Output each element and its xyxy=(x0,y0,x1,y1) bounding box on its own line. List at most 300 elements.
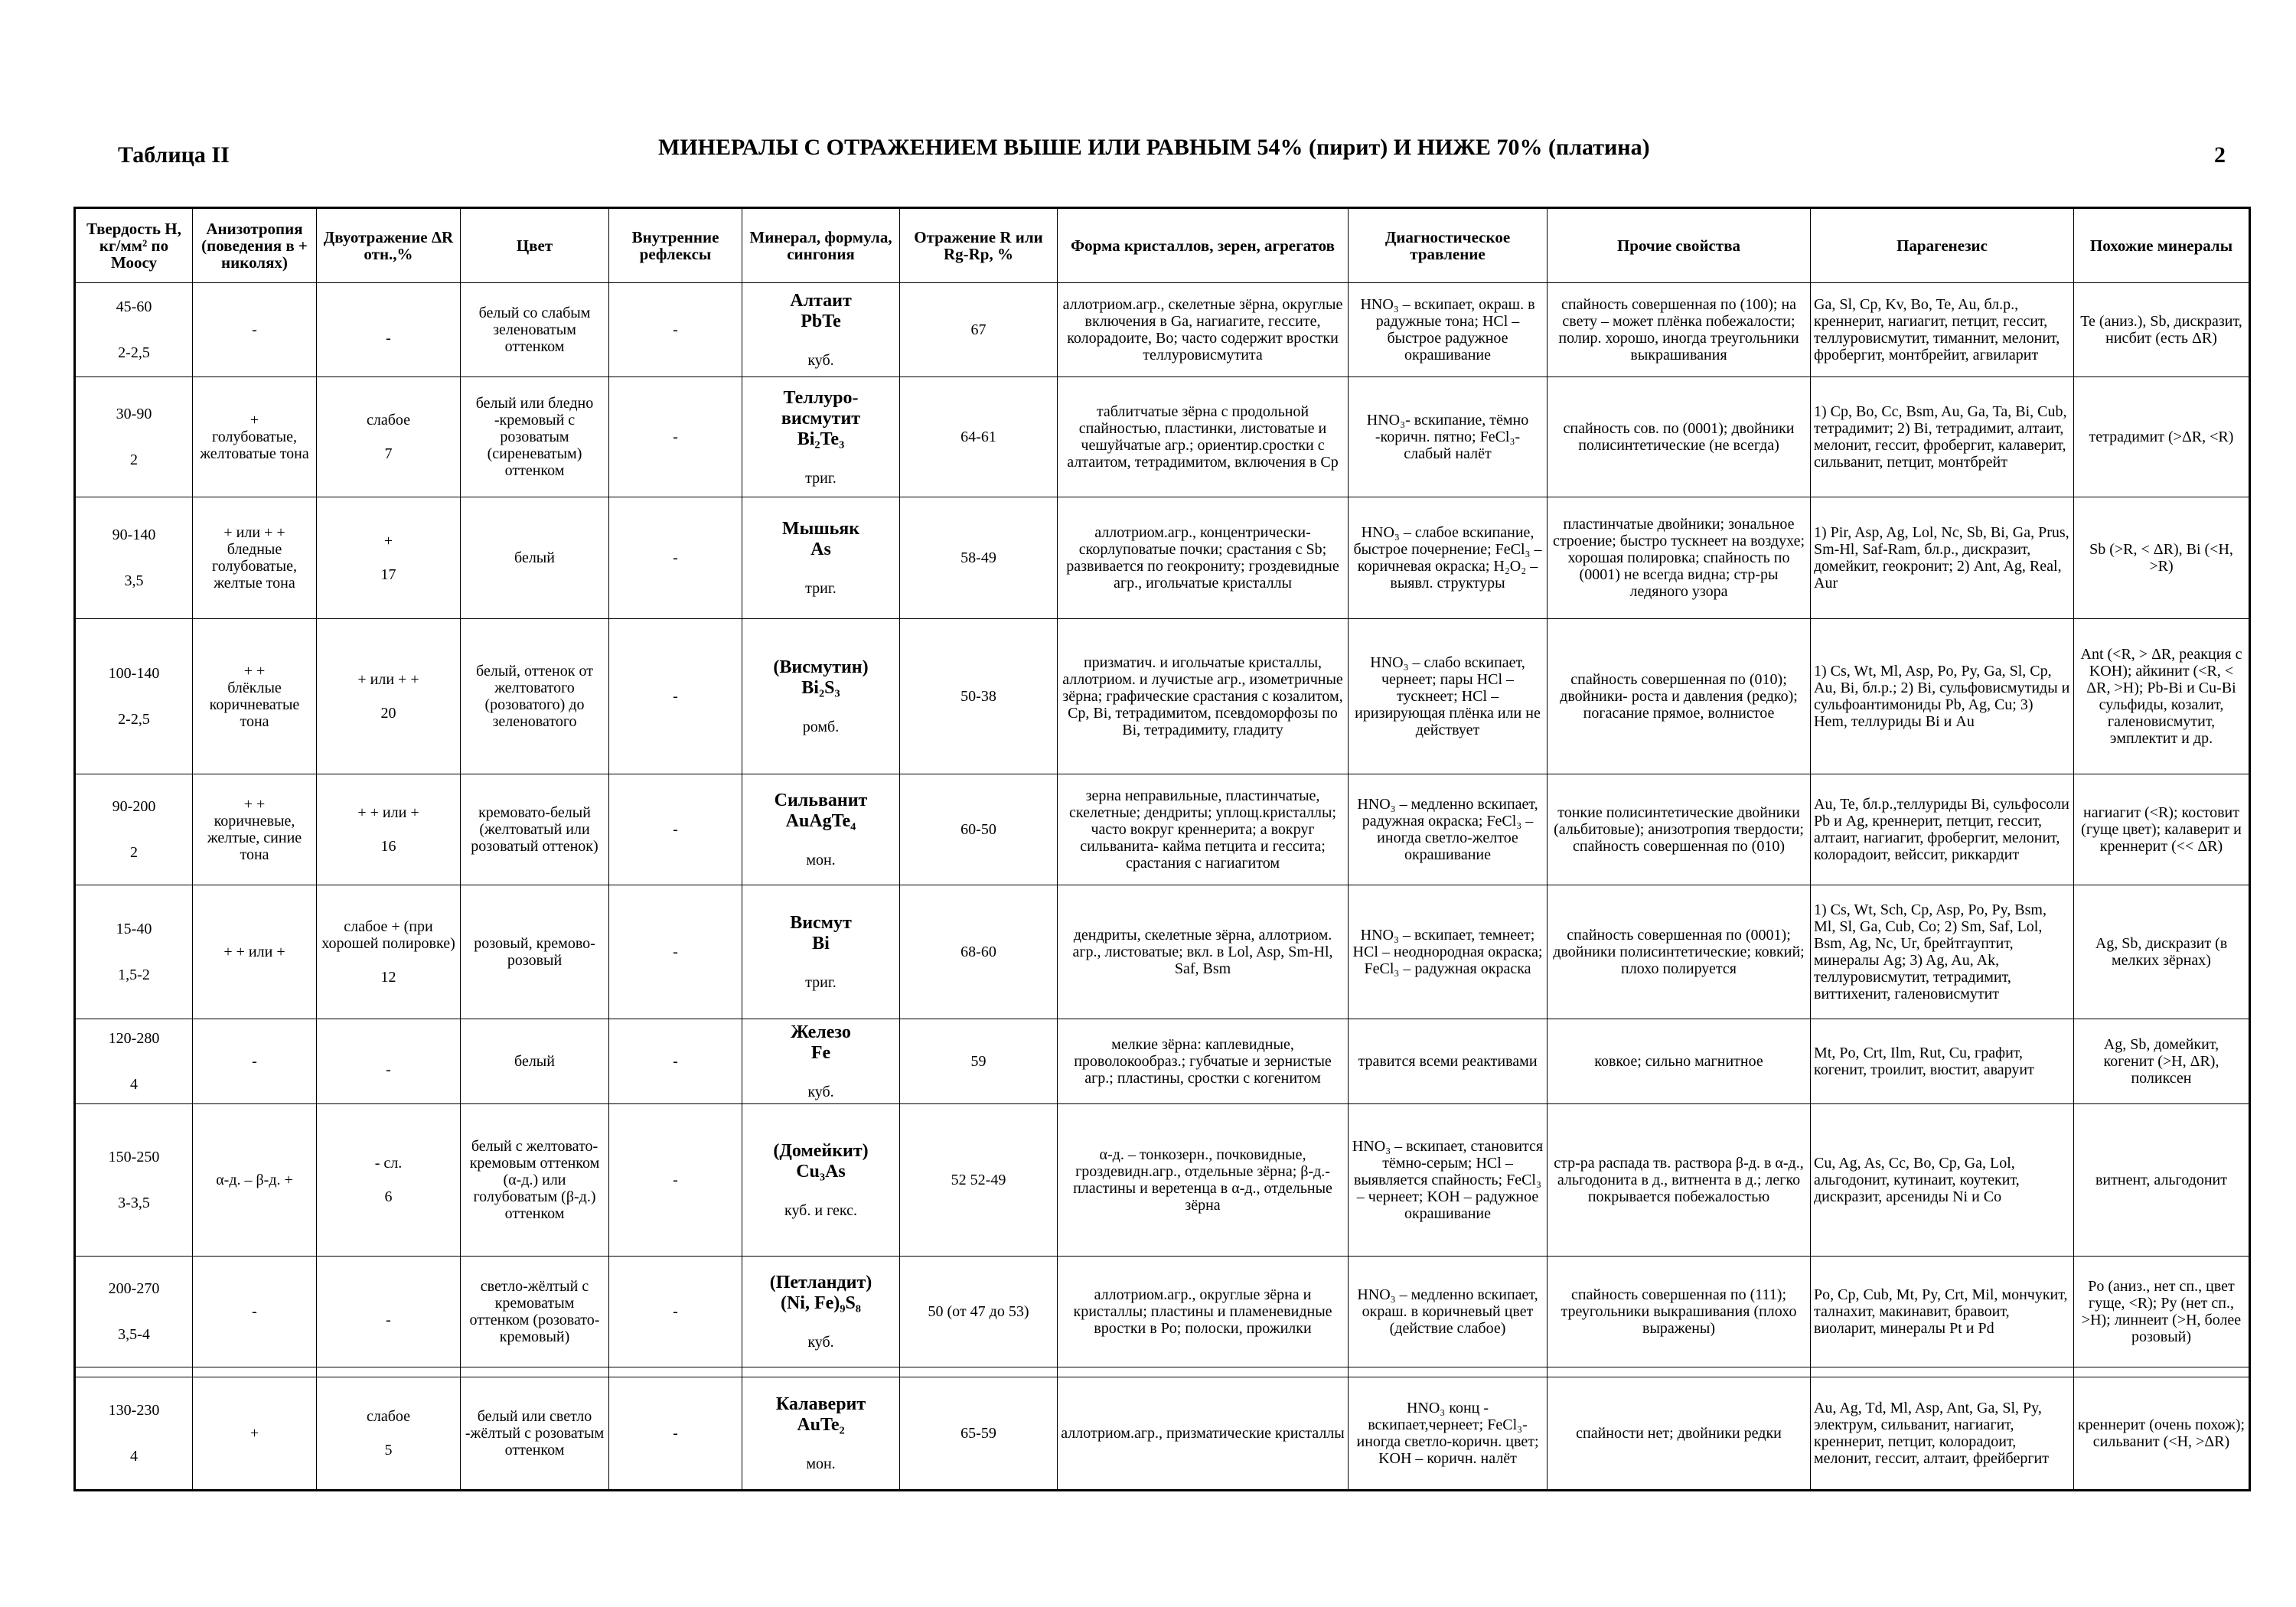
reflection-cell xyxy=(900,283,1058,377)
etching-cell xyxy=(1349,1104,1548,1257)
mineral-cell xyxy=(742,1019,900,1104)
reflection-cell xyxy=(900,1257,1058,1367)
paragenesis-cell xyxy=(1811,1257,2074,1367)
crystal-form-cell xyxy=(1058,774,1349,885)
birefringence-cell xyxy=(317,1019,461,1104)
anisotropy-sign: + + xyxy=(243,663,266,680)
similar-minerals-text: витнент, альгодонит xyxy=(2095,1172,2227,1188)
hardness-value: 45-60 xyxy=(116,298,152,315)
hardness-value: 150-250 xyxy=(108,1149,160,1165)
color-cell xyxy=(461,377,609,497)
internal-reflexes-cell xyxy=(609,283,742,377)
anisotropy-note: коричневые, желтые, синие тона xyxy=(207,813,302,863)
crystal-form-cell xyxy=(1058,1104,1349,1257)
anisotropy-sign: + или + + xyxy=(223,524,285,541)
anisotropy-sign: + xyxy=(249,412,259,429)
paragenesis-cell xyxy=(1811,1019,2074,1104)
crystal-form-cell xyxy=(1058,1377,1349,1491)
mineral-cell xyxy=(742,1377,900,1491)
crystal-form-cell xyxy=(1058,1019,1349,1104)
other-properties-text: пластинчатые двойники; зональное строение; быстро тускнеет на воздухе; хорошая полировка; спайность по (0001) не всегда видна; стр-ры ледяного узора xyxy=(1552,516,1805,600)
separator-cell xyxy=(1548,1367,1811,1377)
similar-minerals-text: нагиагит (<R); костовит (гуще цвет); калаверит и креннерит (<< ΔR) xyxy=(2081,804,2242,855)
color-text: белый, оттенок от желтоватого (розоватого) до зеленоватого xyxy=(476,663,593,730)
other-properties-text: спайности нет; двойники редки xyxy=(1576,1425,1782,1442)
mineral-name: Теллуро-висмутит xyxy=(781,387,861,429)
anisotropy-cell xyxy=(193,774,317,885)
hardness-cell xyxy=(75,283,193,377)
mineral-name: Сильванит xyxy=(774,790,868,810)
table-row xyxy=(75,619,2250,774)
paragenesis-text: Mt, Po, Crt, Ilm, Rut, Cu, графит, когенит, троилит, вюстит, аваруит xyxy=(1814,1045,2034,1078)
reflection-value: 65-59 xyxy=(960,1425,996,1442)
color-cell xyxy=(461,885,609,1019)
mineral-cell xyxy=(742,619,900,774)
similar-minerals-text: Sb (>R, < ΔR), Bi (<H, >R) xyxy=(2089,541,2233,575)
minerals-table xyxy=(73,207,2251,1491)
internal-reflexes-cell xyxy=(609,1104,742,1257)
table-label: Таблица II xyxy=(118,142,230,168)
anisotropy-cell xyxy=(193,1257,317,1367)
other-properties-cell xyxy=(1548,1377,1811,1491)
other-properties-cell xyxy=(1548,283,1811,377)
crystal-form-text: аллотриом.агр., концентрически-скорлуповатые почки; срастания с Sb; развивается по геокрониту; гроздевидные агр., игольчатые кристаллы xyxy=(1066,524,1339,592)
mineral-name: Железо xyxy=(791,1022,851,1042)
internal-reflexes-text: - xyxy=(673,688,678,705)
paragenesis-text: Au, Te, бл.р.,теллуриды Bi, сульфосоли Pb и Ag, креннерит, петцит, гессит, алтаит, нагиагит, фробергит, мелонит, колорадоит, вейссит, риккардит xyxy=(1814,796,2069,863)
etching-text: HNO₃ – медленно вскипает, окраш. в коричневый цвет (действие слабое) xyxy=(1357,1286,1538,1337)
mineral-name: Висмут xyxy=(790,913,852,933)
color-text: светло-жёлтый с кремоватым оттенком (розовато-кремовый) xyxy=(469,1278,600,1345)
mineral-syngony: триг. xyxy=(805,974,837,991)
paragenesis-text: 1) Cs, Wt, Ml, Asp, Po, Py, Ga, Sl, Cp, Au, Bi, бл.р.; 2) Bi, сульфовисмутиды и сульфоантимониды Pb, Ag, Cu; 3) Hem, теллуриды Bi и Au xyxy=(1814,663,2070,730)
internal-reflexes-cell xyxy=(609,377,742,497)
similar-minerals-cell xyxy=(2074,1104,2250,1257)
color-cell xyxy=(461,1257,609,1367)
etching-text: HNO₃ – слабо вскипает, чернеет; пары HCl – тускнеет; HCl – иризирующая плёнка или не действует xyxy=(1355,654,1541,738)
crystal-form-cell xyxy=(1058,1257,1349,1367)
paragenesis-cell xyxy=(1811,774,2074,885)
birefringence-note: слабое + (при хорошей полировке) xyxy=(321,918,455,952)
hardness-value: 200-270 xyxy=(108,1280,160,1297)
mineral-syngony: куб. xyxy=(807,352,834,369)
similar-minerals-cell xyxy=(2074,1019,2250,1104)
birefringence-cell xyxy=(317,619,461,774)
hardness-value: 90-200 xyxy=(112,798,156,815)
separator-row xyxy=(75,1367,2250,1377)
separator-cell xyxy=(1058,1367,1349,1377)
color-cell xyxy=(461,1104,609,1257)
similar-minerals-text: тетрадимит (>ΔR, <R) xyxy=(2089,429,2234,445)
paragenesis-text: Ga, Sl, Cp, Kv, Bo, Te, Au, бл.р., креннерит, нагиагит, петцит, гессит, теллуровисмутит, тиманнит, мелонит, фробергит, монтбрейит, агвиларит xyxy=(1814,296,2060,363)
crystal-form-cell xyxy=(1058,377,1349,497)
birefringence-cell xyxy=(317,283,461,377)
mineral-syngony: мон. xyxy=(806,1455,836,1472)
anisotropy-cell xyxy=(193,1377,317,1491)
color-text: белый xyxy=(514,549,555,566)
anisotropy-note: блёклые коричневатые тона xyxy=(209,680,300,730)
hardness-cell xyxy=(75,774,193,885)
table-row xyxy=(75,1104,2250,1257)
reflection-value: 64-61 xyxy=(960,429,996,445)
mineral-formula: PbTe xyxy=(801,311,841,331)
col-header: Цвет xyxy=(461,208,609,283)
reflection-cell xyxy=(900,885,1058,1019)
mineral-cell xyxy=(742,1104,900,1257)
crystal-form-text: призматич. и игольчатые кристаллы, аллотриом. и лучистые агр., изометричные зёрна; графические срастания с козалитом, Cp, Bi, тетрадимитом, псевдоморфозы по Bi, тетрадимиту, гладиту xyxy=(1062,654,1343,738)
anisotropy-sign: - xyxy=(252,321,257,338)
internal-reflexes-text: - xyxy=(673,1172,678,1188)
internal-reflexes-cell xyxy=(609,774,742,885)
color-text: белый с желтовато-кремовым оттенком (α-д.) или голубоватым (β-д.) оттенком xyxy=(469,1138,600,1222)
separator-cell xyxy=(461,1367,609,1377)
col-header: Минерал, формула, сингония xyxy=(742,208,900,283)
anisotropy-note: голубоватые, желтоватые тона xyxy=(200,429,309,462)
similar-minerals-cell xyxy=(2074,377,2250,497)
paragenesis-cell xyxy=(1811,377,2074,497)
color-text: розовый, кремово-розовый xyxy=(474,935,595,969)
internal-reflexes-text: - xyxy=(673,1053,678,1070)
col-header: Анизотропия (поведения в + николях) xyxy=(193,208,317,283)
anisotropy-sign: α-д. – β-д. + xyxy=(216,1172,293,1188)
paragenesis-text: Po, Cp, Cub, Mt, Py, Crt, Mil, мончукит, талнахит, макинавит, бравоит, виоларит, минералы Pt и Pd xyxy=(1814,1286,2068,1337)
similar-minerals-cell xyxy=(2074,1377,2250,1491)
hardness-value: 15-40 xyxy=(116,921,152,937)
birefringence-note: слабое xyxy=(366,1408,411,1425)
anisotropy-cell xyxy=(193,497,317,619)
color-text: белый или светло -жёлтый с розоватым оттенком xyxy=(465,1408,605,1459)
hardness-value: 90-140 xyxy=(112,526,156,543)
internal-reflexes-cell xyxy=(609,1257,742,1367)
mineral-name: Мышьяк xyxy=(781,519,860,539)
similar-minerals-cell xyxy=(2074,774,2250,885)
table-row xyxy=(75,774,2250,885)
birefringence-cell xyxy=(317,1104,461,1257)
mineral-syngony: триг. xyxy=(805,580,837,597)
table-row xyxy=(75,1377,2250,1491)
color-cell xyxy=(461,619,609,774)
birefringence-note: слабое xyxy=(366,412,411,429)
mineral-name: Алтаит xyxy=(790,291,852,311)
hardness-cell xyxy=(75,1104,193,1257)
mineral-formula: Fe xyxy=(810,1043,831,1063)
other-properties-cell xyxy=(1548,619,1811,774)
reflection-value: 58-49 xyxy=(960,549,996,566)
separator-cell xyxy=(193,1367,317,1377)
birefringence-value: - xyxy=(386,330,391,347)
page-number: 2 xyxy=(2214,142,2226,168)
paragenesis-text: 1) Pir, Asp, Ag, Lol, Nc, Sb, Bi, Ga, Prus, Sm-Hl, Saf-Ram, бл.р., дискразит, домейкит, геокронит; 2) Ant, Ag, Real, Aur xyxy=(1814,524,2069,592)
birefringence-note: + или + + xyxy=(357,671,419,688)
other-properties-cell xyxy=(1548,1104,1811,1257)
mineral-name: (Домейкит) xyxy=(773,1141,869,1161)
anisotropy-sign: + + или + xyxy=(223,944,285,960)
anisotropy-cell xyxy=(193,377,317,497)
birefringence-value: - xyxy=(386,1312,391,1328)
reflection-cell xyxy=(900,497,1058,619)
mineral-cell xyxy=(742,885,900,1019)
hardness-value: 100-140 xyxy=(108,665,160,682)
mineral-name: Калаверит xyxy=(775,1394,866,1414)
anisotropy-cell xyxy=(193,283,317,377)
other-properties-text: тонкие полисинтетические двойники (альбитовые); анизотропия твердости; спайность совершенная по (010) xyxy=(1554,804,1804,855)
etching-cell xyxy=(1349,1377,1548,1491)
color-cell xyxy=(461,283,609,377)
anisotropy-cell xyxy=(193,619,317,774)
col-header: Парагенезис xyxy=(1811,208,2074,283)
reflection-cell xyxy=(900,774,1058,885)
birefringence-value: 6 xyxy=(384,1188,393,1205)
separator-cell xyxy=(742,1367,900,1377)
mohs-value: 4 xyxy=(130,1448,138,1465)
mineral-cell xyxy=(742,497,900,619)
table-row xyxy=(75,1257,2250,1367)
reflection-value: 68-60 xyxy=(960,944,996,960)
reflection-cell xyxy=(900,1377,1058,1491)
etching-cell xyxy=(1349,1257,1548,1367)
mineral-cell xyxy=(742,774,900,885)
crystal-form-cell xyxy=(1058,885,1349,1019)
col-header: Диагностическое травление xyxy=(1349,208,1548,283)
similar-minerals-text: Ag, Sb, дискразит (в мелких зёрнах) xyxy=(2095,935,2228,969)
birefringence-value: 16 xyxy=(380,838,396,855)
internal-reflexes-text: - xyxy=(673,821,678,838)
reflection-value: 50-38 xyxy=(960,688,996,705)
mohs-value: 3,5 xyxy=(124,572,144,589)
internal-reflexes-text: - xyxy=(673,944,678,960)
mineral-formula: AuAgTe₄ xyxy=(785,811,856,831)
birefringence-value: - xyxy=(386,1061,391,1078)
internal-reflexes-text: - xyxy=(673,549,678,566)
internal-reflexes-cell xyxy=(609,497,742,619)
hardness-cell xyxy=(75,1377,193,1491)
other-properties-cell xyxy=(1548,885,1811,1019)
table-row xyxy=(75,885,2250,1019)
anisotropy-cell xyxy=(193,1104,317,1257)
similar-minerals-text: Te (аниз.), Sb, дискразит, нисбит (есть ΔR) xyxy=(2080,313,2242,347)
paragenesis-cell xyxy=(1811,1377,2074,1491)
anisotropy-cell xyxy=(193,1019,317,1104)
col-header: Двуотражение ΔR отн.,% xyxy=(317,208,461,283)
paragenesis-cell xyxy=(1811,283,2074,377)
paragenesis-text: 1) Cs, Wt, Sch, Cp, Asp, Po, Py, Bsm, Ml, Sl, Ga, Cub, Co; 2) Sm, Saf, Lol, Bsm, Ag, Nc, Ur, брейтгауптит, минералы Ag; 3) Ag, Au, Ak, теллуровисмутит, тетрадимит, виттихенит, галеновисмутит xyxy=(1814,901,2047,1002)
crystal-form-text: аллотриом.агр., призматические кристаллы xyxy=(1061,1425,1345,1442)
paragenesis-cell xyxy=(1811,497,2074,619)
separator-cell xyxy=(1811,1367,2074,1377)
mineral-syngony: триг. xyxy=(805,469,837,487)
hardness-cell xyxy=(75,619,193,774)
reflection-value: 60-50 xyxy=(960,821,996,838)
anisotropy-note: бледные голубоватые, желтые тона xyxy=(212,541,297,592)
etching-text: HNO₃ – вскипает, темнеет; HCl – неоднородная окраска; FeCl₃ – радужная окраска xyxy=(1352,927,1543,977)
reflection-value: 52 52-49 xyxy=(951,1172,1006,1188)
mineral-formula: (Ni, Fe)₉S₈ xyxy=(780,1293,862,1313)
birefringence-value: 5 xyxy=(384,1442,393,1459)
mohs-value: 3,5-4 xyxy=(118,1326,150,1343)
birefringence-note: + + или + xyxy=(357,804,419,821)
mineral-formula: Cu₃As xyxy=(796,1162,846,1182)
hardness-cell xyxy=(75,1019,193,1104)
etching-cell xyxy=(1349,774,1548,885)
reflection-cell xyxy=(900,1104,1058,1257)
color-text: кремовато-белый (желтоватый или розоватый оттенок) xyxy=(471,804,598,855)
col-header: Твердость H, кг/мм² по Моосу xyxy=(75,208,193,283)
etching-text: HNO₃ – слабое вскипание, быстрое почернение; FeCl₃ – коричневая окраска; H₂O₂ – выявл. структуры xyxy=(1353,524,1542,592)
table-body xyxy=(75,283,2250,1491)
similar-minerals-cell xyxy=(2074,619,2250,774)
reflection-cell xyxy=(900,619,1058,774)
mineral-cell xyxy=(742,1257,900,1367)
etching-text: HNO₃ – медленно вскипает, радужная окраска; FeCl₃ – иногда светло-желтое окрашивание xyxy=(1357,796,1538,863)
mineral-syngony: куб. xyxy=(807,1334,834,1351)
similar-minerals-cell xyxy=(2074,283,2250,377)
col-header: Отражение R или Rg-Rp, % xyxy=(900,208,1058,283)
etching-cell xyxy=(1349,283,1548,377)
crystal-form-text: аллотриом.агр., округлые зёрна и кристаллы; пластины и пламеневидные вростки в Po; полоски, прожилки xyxy=(1073,1286,1332,1337)
mineral-formula: Bi₂S₃ xyxy=(801,678,840,698)
mineral-formula: As xyxy=(810,539,831,559)
other-properties-cell xyxy=(1548,774,1811,885)
internal-reflexes-text: - xyxy=(673,1425,678,1442)
etching-text: HNO₃ конц - вскипает,чернеет; FeCl₃- иногда светло-коричн. цвет; KOH – коричн. налёт xyxy=(1356,1400,1539,1467)
mohs-value: 2 xyxy=(130,844,138,861)
anisotropy-sign: + xyxy=(249,1425,259,1442)
anisotropy-cell xyxy=(193,885,317,1019)
internal-reflexes-text: - xyxy=(673,321,678,338)
mineral-name: (Петландит) xyxy=(769,1273,872,1292)
other-properties-cell xyxy=(1548,497,1811,619)
internal-reflexes-cell xyxy=(609,619,742,774)
hardness-cell xyxy=(75,497,193,619)
mohs-value: 2-2,5 xyxy=(118,344,150,361)
table-header-row xyxy=(75,208,2250,283)
mineral-cell xyxy=(742,377,900,497)
crystal-form-cell xyxy=(1058,497,1349,619)
crystal-form-cell xyxy=(1058,283,1349,377)
crystal-form-text: зерна неправильные, пластинчатые, скелетные; дендриты; уплощ.кристаллы; часто вокруг креннерита; а вокруг сильванита- кайма петцита и гессита; срастания с нагиагитом xyxy=(1069,787,1336,872)
crystal-form-text: таблитчатые зёрна с продольной спайностью, пластинки, листоватые и чешуйчатые агр.; ориентир.сростки с алтаитом, тетрадимитом, включения в Cp xyxy=(1067,403,1339,471)
birefringence-value: 17 xyxy=(380,566,396,583)
similar-minerals-text: Ant (<R, > ΔR, реакция с KOH); айкинит (<R, < ΔR, >H); Pb-Bi и Cu-Bi сульфиды, козалит, галеновисмутит, эмплектит и др. xyxy=(2080,646,2242,747)
paragenesis-text: Au, Ag, Td, Ml, Asp, Ant, Ga, Sl, Py, электрум, сильванит, нагиагит, креннерит, петцит, колорадоит, мелонит, гессит, алтаит, фрейбергит xyxy=(1814,1400,2049,1467)
mineral-cell xyxy=(742,283,900,377)
other-properties-text: спайность совершенная по (100); на свету – может плёнка побежалости; полир. хорошо, иногда треугольники выкрашивания xyxy=(1558,296,1799,363)
hardness-value: 120-280 xyxy=(108,1030,160,1047)
etching-cell xyxy=(1349,885,1548,1019)
hardness-value: 30-90 xyxy=(116,406,152,422)
separator-cell xyxy=(609,1367,742,1377)
mohs-value: 1,5-2 xyxy=(118,966,150,983)
page-title: МИНЕРАЛЫ С ОТРАЖЕНИЕМ ВЫШЕ ИЛИ РАВНЫМ 54% (пирит) И НИЖЕ 70% (платина) xyxy=(658,135,1650,160)
col-header: Внутренние рефлексы xyxy=(609,208,742,283)
hardness-value: 130-230 xyxy=(108,1402,160,1419)
separator-cell xyxy=(75,1367,193,1377)
hardness-cell xyxy=(75,1257,193,1367)
crystal-form-text: аллотриом.агр., скелетные зёрна, округлые включения в Ga, нагиагите, гессите, колорадоите, Bo; часто содержит вростки теллуровисмутита xyxy=(1062,296,1343,363)
reflection-cell xyxy=(900,377,1058,497)
birefringence-value: 12 xyxy=(380,969,396,986)
color-text: белый или бледно -кремовый с розоватым (сиреневатым) оттенком xyxy=(475,395,594,479)
other-properties-text: спайность совершенная по (0001); двойники полисинтетические; ковкий; плохо полируется xyxy=(1553,927,1805,977)
paragenesis-text: Cu, Ag, As, Cc, Bo, Cp, Ga, Lol, альгодонит, кутинаит, коутекит, дискразит, арсениды Ni и Co xyxy=(1814,1155,2020,1205)
color-cell xyxy=(461,774,609,885)
other-properties-text: спайность совершенная по (111); треугольники выкрашивания (плохо выражены) xyxy=(1561,1286,1797,1337)
internal-reflexes-cell xyxy=(609,1377,742,1491)
crystal-form-text: α-д. – тонкозерн., почковидные, гроздевидн.агр., отдельные зёрна; β-д.- пластины и веретенца в α-д., отдельные зёрна xyxy=(1073,1146,1332,1214)
reflection-value: 67 xyxy=(970,321,987,338)
similar-minerals-cell xyxy=(2074,885,2250,1019)
birefringence-note: - сл. xyxy=(374,1155,403,1172)
paragenesis-text: 1) Cp, Bo, Cc, Bsm, Au, Ga, Ta, Bi, Cub, тетрадимит; 2) Bi, тетрадимит, алтаит, мелонит, гессит, фробергит, калаверит, сильванит, петцит, монтбрейт xyxy=(1814,403,2067,471)
mineral-formula: Bi₂Te₃ xyxy=(797,429,845,449)
birefringence-cell xyxy=(317,377,461,497)
similar-minerals-cell xyxy=(2074,1257,2250,1367)
other-properties-cell xyxy=(1548,1257,1811,1367)
table-row xyxy=(75,497,2250,619)
mohs-value: 3-3,5 xyxy=(118,1195,150,1211)
birefringence-cell xyxy=(317,1377,461,1491)
other-properties-text: спайность совершенная по (010); двойники- роста и давления (редко); погасание прямое, волнистое xyxy=(1560,671,1798,722)
reflection-cell xyxy=(900,1019,1058,1104)
internal-reflexes-cell xyxy=(609,1019,742,1104)
mohs-value: 2 xyxy=(130,451,138,468)
other-properties-text: ковкое; сильно магнитное xyxy=(1594,1053,1763,1070)
similar-minerals-text: креннерит (очень похож); сильванит (<H, >ΔR) xyxy=(2077,1416,2245,1450)
etching-cell xyxy=(1349,1019,1548,1104)
etching-cell xyxy=(1349,619,1548,774)
reflection-value: 59 xyxy=(970,1053,987,1070)
crystal-form-text: дендриты, скелетные зёрна, аллотриом. агр., листоватые; вкл. в Lol, Asp, Sm-Hl, Saf, Bsm xyxy=(1072,927,1333,977)
etching-text: HNO₃ – вскипает, окраш. в радужные тона; HCl – быстрое радужное окрашивание xyxy=(1360,296,1535,363)
separator-cell xyxy=(317,1367,461,1377)
hardness-cell xyxy=(75,377,193,497)
separator-cell xyxy=(900,1367,1058,1377)
paragenesis-cell xyxy=(1811,1104,2074,1257)
internal-reflexes-text: - xyxy=(673,1303,678,1320)
other-properties-text: стр-ра распада тв. раствора β-д. в α-д., альгодонита в д., витнента в д.; легко покрывается побежалостью xyxy=(1554,1155,1804,1205)
mohs-value: 4 xyxy=(130,1076,138,1093)
birefringence-cell xyxy=(317,774,461,885)
paragenesis-cell xyxy=(1811,885,2074,1019)
hardness-cell xyxy=(75,885,193,1019)
reflection-value: 50 (от 47 до 53) xyxy=(928,1303,1029,1320)
mohs-value: 2-2,5 xyxy=(118,711,150,728)
birefringence-value: 20 xyxy=(380,705,396,722)
similar-minerals-cell xyxy=(2074,497,2250,619)
separator-cell xyxy=(1349,1367,1548,1377)
color-cell xyxy=(461,1019,609,1104)
internal-reflexes-cell xyxy=(609,885,742,1019)
mineral-formula: Bi xyxy=(812,934,830,953)
other-properties-cell xyxy=(1548,377,1811,497)
table-row xyxy=(75,1019,2250,1104)
crystal-form-text: мелкие зёрна: каплевидные, проволокообраз.; губчатые и зернистые агр.; пластины, сростки с когенитом xyxy=(1074,1036,1332,1087)
birefringence-value: 7 xyxy=(384,445,393,462)
other-properties-cell xyxy=(1548,1019,1811,1104)
birefringence-cell xyxy=(317,1257,461,1367)
etching-text: HNO₃- вскипание, тёмно -коричн. пятно; FeCl₃- слабый налёт xyxy=(1366,412,1529,462)
etching-text: HNO₃ – вскипает, становится тёмно-серым; HCl – выявляется спайность; FeCl₃ – чернеет; KOH – радужное окрашивание xyxy=(1352,1138,1544,1222)
anisotropy-sign: + + xyxy=(243,796,266,813)
etching-text: травится всеми реактивами xyxy=(1358,1053,1538,1070)
internal-reflexes-text: - xyxy=(673,429,678,445)
table-row xyxy=(75,283,2250,377)
birefringence-cell xyxy=(317,885,461,1019)
col-header: Похожие минералы xyxy=(2074,208,2250,283)
etching-cell xyxy=(1349,377,1548,497)
similar-minerals-text: Ag, Sb, домейкит, когенит (>H, ΔR), поликсен xyxy=(2103,1036,2219,1087)
mineral-syngony: ромб. xyxy=(802,719,840,735)
